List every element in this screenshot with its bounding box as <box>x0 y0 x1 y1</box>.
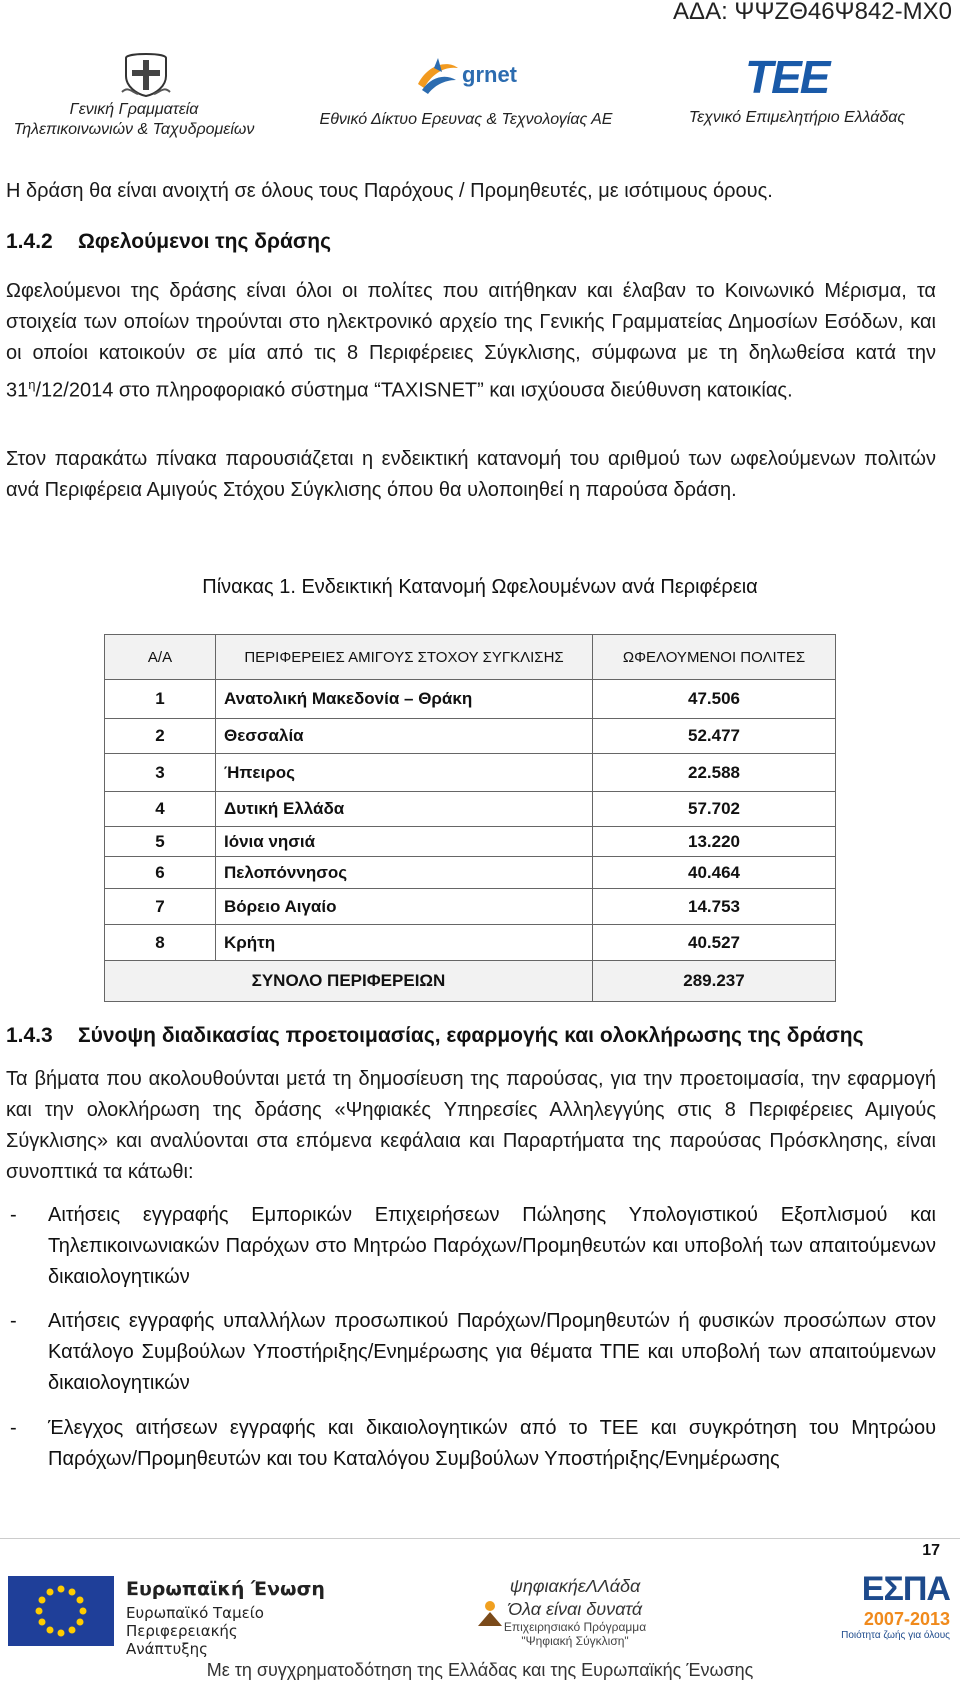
list-item-text: Έλεγχος αιτήσεων εγγραφής και δικαιολογητικών από το ΤΕΕ και συγκρότηση του Μητρώου Παρόχων/Προμηθευτών και του Καταλόγου Συμβούλων Υποστήριξης/Ενημέρωσης <box>48 1417 936 1470</box>
eu-title: Ευρωπαϊκή Ένωση <box>126 1578 325 1600</box>
table-row <box>105 719 836 754</box>
table-intro-paragraph: Στον παρακάτω πίνακα παρουσιάζεται η ενδεικτική κατανομή του αριθμού των ωφελούμενων πολιτών ανά Περιφέρεια Αμιγούς Στόχου Σύγκλισης όπου θα υλοποιηθεί η παρούσα δράση. <box>6 448 936 501</box>
row-number: 7 <box>105 889 216 925</box>
row-number: 1 <box>105 680 216 719</box>
list-item <box>6 1200 936 1293</box>
table-row <box>105 925 836 961</box>
espa-motto: Ποιότητα ζωής για όλους <box>841 1630 950 1641</box>
table-total-row <box>105 961 836 1002</box>
row-number: 3 <box>105 754 216 792</box>
region-name: Ιόνια νησιά <box>216 827 593 857</box>
espa-logo <box>800 1570 950 1658</box>
para-text: Ωφελούμενοι της δράσης είναι όλοι οι πολίτες που αιτήθηκαν και έλαβαν το Κοινωνικό Μέρισμα, τα στοιχεία των οποίων τηρούνται στο ηλεκτρονικό αρχείο της Γενικής Γραμματείας Δημοσίων Εσόδων, και οι οποίοι κατοικούν σε μία από τις 8 Περιφέρειες Σύγκλισης, σύμφωνα με τη δηλωθείσα κατά την 31 <box>6 280 936 402</box>
region-name: Ήπειρος <box>216 754 593 792</box>
dg-title: ψηφιακήεΛΛάδα <box>509 1576 641 1596</box>
eu-text <box>126 1578 325 1658</box>
table-caption: Πίνακας 1. Ενδεικτική Κατανομή Ωφελουμένων ανά Περιφέρεια <box>202 576 758 598</box>
para-text: /12/2014 στο πληροφοριακό σύστημα “TAXISNET” και ισχύουσα διεύθυνση κατοικίας. <box>35 379 793 402</box>
list-item-text: Αιτήσεις εγγραφής Εμπορικών Επιχειρήσεων Πώλησης Υπολογιστικού Εξοπλισμού και Τηλεπικοινωνιακών Παρόχων στο Μητρώο Παρόχων/Προμηθευτών και υποβολή των απαιτούμενων δικαιολογητικών <box>48 1204 936 1288</box>
page-number: 17 <box>922 1542 940 1559</box>
section-number: 1.4.3 <box>6 1024 53 1047</box>
table-row <box>105 857 836 889</box>
footer-divider <box>0 1538 960 1539</box>
tee-logo: TEE <box>745 51 829 103</box>
bullet-dash: - <box>10 1417 17 1439</box>
eu-line: Ανάπτυξης <box>126 1640 208 1658</box>
col-header: Α/Α <box>105 635 216 680</box>
col-header: ΠΕΡΙΦΕΡΕΙΕΣ ΑΜΙΓΟΥΣ ΣΤΟΧΟΥ ΣΥΓΚΛΙΣΗΣ <box>216 635 593 680</box>
ordinal-superscript: η <box>28 377 36 392</box>
section-heading-142 <box>6 230 331 254</box>
region-name: Βόρειο Αιγαίο <box>216 889 593 925</box>
list-item <box>6 1306 936 1399</box>
espa-title: ΕΣΠΑ <box>861 1570 950 1608</box>
table-row <box>105 889 836 925</box>
digital-greece-logo <box>470 1576 680 1666</box>
bullet-dash: - <box>10 1204 17 1226</box>
gga-caption-line1: Γενική Γραμματεία <box>69 101 199 118</box>
beneficiaries-count: 40.464 <box>593 857 836 889</box>
eu-line: Ευρωπαϊκό Ταμείο <box>126 1604 264 1622</box>
steps-paragraph: Τα βήματα που ακολουθούνται μετά τη δημοσίευση της παρούσας, για την προετοιμασία, την εφαρμογή και την ολοκλήρωση της δράσης «Ψηφιακές Υπηρεσίες Αλληλεγγύης στις 8 Περιφέρειες Αμιγούς Σύγκλισης» και αναλύονται στα επόμενα κεφάλαια και Παραρτήματα της παρούσας Πρόσκλησης, είναι συνοπτικά τα κάτωθι: <box>6 1068 936 1183</box>
gga-logo <box>118 52 174 98</box>
cofinance-note: Με τη συγχρηματοδότηση της Ελλάδας και της Ευρωπαϊκής Ένωσης <box>206 1660 754 1680</box>
region-name: Πελοπόννησος <box>216 857 593 889</box>
section-title: Σύνοψη διαδικασίας προετοιμασίας, εφαρμογής και ολοκλήρωσης της δράσης <box>78 1024 864 1047</box>
region-name: Ανατολική Μακεδονία – Θράκη <box>216 680 593 719</box>
beneficiaries-count: 22.588 <box>593 754 836 792</box>
beneficiaries-count: 52.477 <box>593 719 836 754</box>
region-name: Θεσσαλία <box>216 719 593 754</box>
dg-line: Επιχειρησιακό Πρόγραμμα <box>503 1620 647 1634</box>
tee-caption: Τεχνικό Επιμελητήριο Ελλάδας <box>688 109 906 126</box>
beneficiaries-count: 40.527 <box>593 925 836 961</box>
espa-years: 2007-2013 <box>863 1609 950 1629</box>
row-number: 8 <box>105 925 216 961</box>
grnet-swirl-icon <box>414 54 462 98</box>
col-header: ΩΦΕΛΟΥΜΕΝΟΙ ΠΟΛΙΤΕΣ <box>593 635 836 680</box>
section-title: Ωφελούμενοι της δράσης <box>78 230 331 253</box>
row-number: 4 <box>105 792 216 827</box>
eu-stars-icon <box>8 1576 114 1646</box>
table-row <box>105 792 836 827</box>
ada-code: ΑΔΑ: ΨΨΖΘ46Ψ842-ΜΧ0 <box>673 0 952 25</box>
dg-slogan: Όλα είναι δυνατά <box>507 1599 643 1619</box>
beneficiaries-count: 14.753 <box>593 889 836 925</box>
eu-line: Περιφερειακής <box>126 1622 238 1640</box>
region-name: Δυτική Ελλάδα <box>216 792 593 827</box>
bullet-dash: - <box>10 1310 17 1332</box>
list-item-text: Αιτήσεις εγγραφής υπαλλήλων προσωπικού Παρόχων/Προμηθευτών ή φυσικών προσώπων στον Κατάλογο Συμβούλων Υποστήριξης/Ενημέρωσης για θέματα ΤΠΕ και υποβολή των απαιτούμενων δικαιολογητικών <box>48 1310 936 1394</box>
table-row <box>105 827 836 857</box>
beneficiaries-count: 47.506 <box>593 680 836 719</box>
row-number: 6 <box>105 857 216 889</box>
section-heading-143 <box>6 1024 864 1048</box>
intro-paragraph: Η δράση θα είναι ανοιχτή σε όλους τους Παρόχους / Προμηθευτές, με ισότιμους όρους. <box>6 180 773 202</box>
gga-caption <box>4 100 264 140</box>
beneficiaries-table <box>104 634 836 1002</box>
eu-flag <box>8 1576 114 1646</box>
row-number: 5 <box>105 827 216 857</box>
dg-figure-icon <box>470 1600 510 1626</box>
table-row <box>105 754 836 792</box>
gga-caption-line2: Τηλεπικοινωνιών & Ταχυδρομείων <box>13 121 255 138</box>
dg-line: "Ψηφιακή Σύγκλιση" <box>521 1634 629 1648</box>
table-header-row <box>105 635 836 680</box>
grnet-logo-text: grnet <box>462 62 517 87</box>
list-item <box>6 1413 936 1475</box>
table-row <box>105 680 836 719</box>
beneficiaries-paragraph <box>6 276 936 407</box>
grnet-caption: Εθνικό Δίκτυο Ερευνας & Τεχνολογίας ΑΕ <box>319 111 613 128</box>
beneficiaries-count: 57.702 <box>593 792 836 827</box>
region-name: Κρήτη <box>216 925 593 961</box>
beneficiaries-count: 13.220 <box>593 827 836 857</box>
greek-emblem-icon <box>118 52 174 98</box>
total-label: ΣΥΝΟΛΟ ΠΕΡΙΦΕΡΕΙΩΝ <box>105 961 593 1002</box>
total-value: 289.237 <box>593 961 836 1002</box>
row-number: 2 <box>105 719 216 754</box>
grnet-logo <box>414 54 534 102</box>
section-number: 1.4.2 <box>6 230 53 253</box>
